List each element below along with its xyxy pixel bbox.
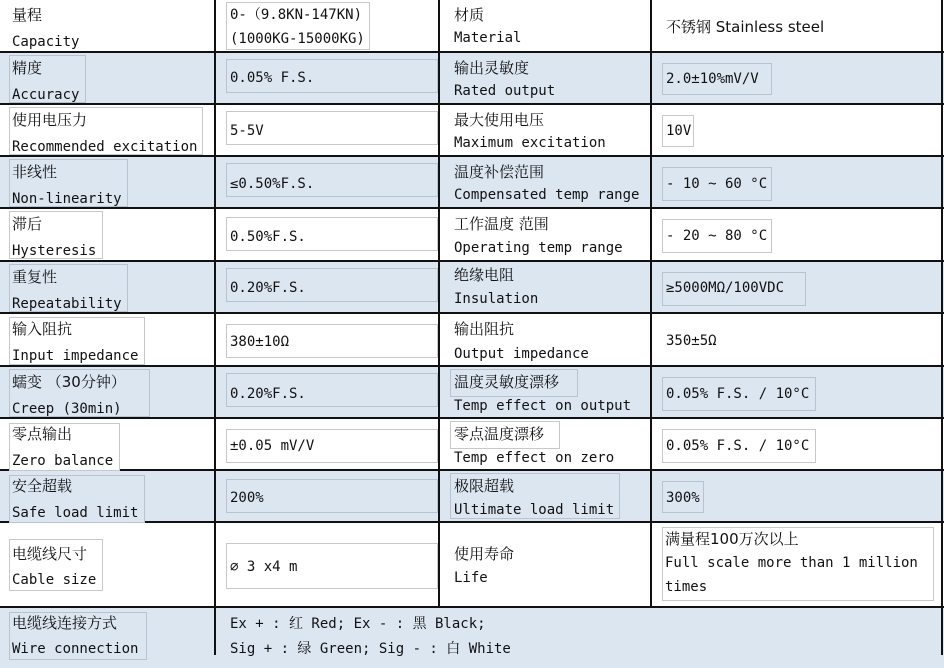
spec-label-zh: 极限超载 [454,477,515,495]
spec-label-zh: 蠕变 （30分钟） [12,373,126,391]
spec-value: 0.20%F.S. [230,386,306,402]
spec-value: 380±10Ω [230,334,290,350]
spec-label-en: Recommended excitation [12,139,198,155]
spec-label-zh: 零点输出 [12,425,73,443]
spec-label-en: Non-linearity [12,191,122,207]
spec-label-en: Hysteresis [12,243,97,259]
spec-label-en: Creep (30min) [12,401,122,417]
life-value-en: Full scale more than 1 million times [665,555,918,595]
spec-value: ±0.05 mV/V [230,438,315,454]
spec-label-en: Safe load limit [12,505,139,521]
spec-label-zh: 精度 [12,59,43,77]
spec-label-zh: 非线性 [12,163,58,181]
table-row [0,314,944,367]
spec-value: 0.20%F.S. [230,280,306,296]
spec-label-zh: 绝缘电阻 [454,266,515,284]
spec-label-zh: 安全超载 [12,477,73,495]
spec-label-en: Wire connection [12,641,139,657]
spec-label-zh: 电缆线连接方式 [12,614,118,632]
spec-label-en: Material [454,30,522,46]
spec-value: 不锈钢 Stainless steel [666,18,825,36]
spec-label-en: Insulation [454,291,539,307]
spec-value: 300% [666,490,700,506]
table-row [0,105,944,157]
table-row [0,209,944,262]
spec-value: - 10 ~ 60 °C [666,176,768,192]
spec-label-zh: 电缆线尺寸 [12,545,88,563]
spec-value: 0.50%F.S. [230,229,306,245]
column-divider [650,0,652,608]
table-row [0,608,944,668]
table-row [0,262,944,314]
spec-label-zh: 工作温度 范围 [454,215,549,233]
spec-label-zh: 材质 [454,6,485,24]
spec-label-en: Temp effect on output [454,398,632,414]
spec-label-zh: 滞后 [12,215,43,233]
spec-value: 0.05% F.S. [230,70,315,86]
life-value-zh: 满量程100万次以上 [665,530,799,548]
spec-value: 0-（9.8KN-147KN) [230,7,363,23]
spec-label-zh: 输入阻抗 [12,320,73,338]
table-row [0,367,944,419]
spec-label-en: Zero balance [12,453,114,469]
spec-label-en: Cable size [12,572,97,588]
spec-value: 350±5Ω [666,333,717,349]
table-row [0,419,944,471]
spec-value: ≤0.50%F.S. [230,176,315,192]
spec-label-en: Life [454,570,488,586]
wire-line-1: Ex + : 红 Red; Ex - : 黑 Black; [230,616,486,632]
spec-value: 200% [230,490,264,506]
table-right-border [941,0,943,655]
spec-label-en: Maximum excitation [454,135,606,151]
spec-label-zh: 输出阻抗 [454,320,515,338]
spec-label-zh: 最大使用电压 [454,111,545,129]
spec-label-zh: 温度灵敏度漂移 [454,373,560,391]
spec-label-en: Temp effect on zero [454,450,615,466]
spec-label-en: Repeatability [12,296,122,312]
spec-label-en: Rated output [454,83,556,99]
spec-label-zh: 使用电压力 [12,111,88,129]
column-divider [438,0,440,608]
spec-value: ⌀ 3 x4 m [230,559,298,575]
spec-value: ≥5000MΩ/100VDC [666,280,785,296]
spec-value: 2.0±10%mV/V [666,71,759,87]
spec-label-zh: 温度补偿范围 [454,163,545,181]
spec-value: - 20 ~ 80 °C [666,228,768,244]
spec-label-en: Input impedance [12,348,139,364]
spec-value: 10V [666,123,692,139]
spec-value: 5-5V [230,123,264,139]
spec-label-zh: 零点温度漂移 [454,425,545,443]
table-row [0,471,944,523]
spec-value: (1000KG-15000KG) [230,31,365,47]
spec-label-zh: 输出灵敏度 [454,59,530,77]
table-row [0,157,944,209]
spec-label-zh: 使用寿命 [454,545,515,563]
table-row [0,523,944,608]
spec-value: 0.05% F.S. / 10°C [666,438,810,454]
table-row [0,0,944,53]
life-value [665,527,931,599]
column-divider [214,0,216,655]
spec-value: 0.05% F.S. / 10°C [666,386,810,402]
wire-line-2: Sig + : 绿 Green; Sig - : 白 White [230,641,511,657]
spec-label-zh: 量程 [12,6,43,24]
spec-label-en: Accuracy [12,87,80,103]
spec-label-en: Operating temp range [454,240,623,256]
table-row [0,53,944,105]
spec-label-en: Capacity [12,34,80,50]
spec-label-zh: 重复性 [12,268,58,286]
spec-label-en: Ultimate load limit [454,502,615,518]
spec-label-en: Compensated temp range [454,187,640,203]
spec-label-en: Output impedance [454,346,589,362]
